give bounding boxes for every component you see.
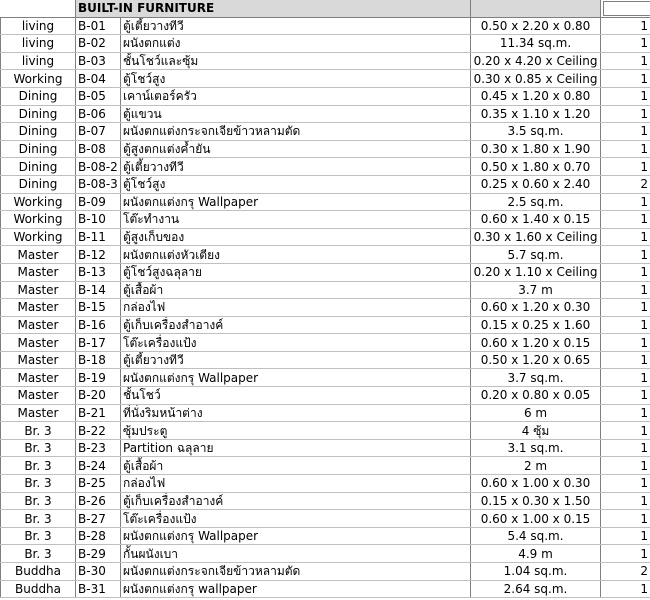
quantity-cell[interactable]: 1 — [601, 211, 650, 229]
table-row — [1, 510, 650, 528]
header-empty-cell[interactable] — [1, 0, 76, 17]
description-cell[interactable]: ผนังตกแต่งกรุ Wallpaper — [121, 527, 471, 545]
code-cell[interactable]: B-04 — [76, 70, 121, 88]
room-cell[interactable]: Working — [1, 228, 76, 246]
table-row — [1, 334, 650, 352]
code-cell[interactable]: B-23 — [76, 439, 121, 457]
room-cell[interactable]: Master — [1, 351, 76, 369]
room-cell[interactable]: Dining — [1, 140, 76, 158]
room-cell[interactable]: Master — [1, 281, 76, 299]
size-cell[interactable]: 2.5 sq.m. — [471, 193, 601, 211]
code-cell[interactable]: B-29 — [76, 545, 121, 563]
description-cell[interactable]: ตู้เตี้ยวางทีวี — [121, 158, 471, 176]
header-qty-box — [603, 1, 650, 16]
room-cell[interactable]: Master — [1, 334, 76, 352]
room-cell[interactable]: Master — [1, 387, 76, 405]
description-cell[interactable]: ชั้นโชว์และซุ้ม — [121, 52, 471, 70]
table-row — [1, 105, 650, 123]
description-cell[interactable]: ตู้เสื้อผ้า — [121, 281, 471, 299]
size-cell[interactable]: 3.1 sq.m. — [471, 439, 601, 457]
room-cell[interactable]: Master — [1, 246, 76, 264]
code-cell[interactable]: B-31 — [76, 580, 121, 598]
code-cell[interactable]: B-20 — [76, 387, 121, 405]
code-cell[interactable]: B-05 — [76, 87, 121, 105]
table-row — [1, 316, 650, 334]
size-cell[interactable]: 0.30 x 1.80 x 1.90 — [471, 140, 601, 158]
code-cell[interactable]: B-12 — [76, 246, 121, 264]
description-cell[interactable]: กล่องไฟ — [121, 475, 471, 493]
room-cell[interactable]: Br. 3 — [1, 510, 76, 528]
room-cell[interactable]: living — [1, 35, 76, 53]
table-row — [1, 228, 650, 246]
size-cell[interactable]: 0.35 x 1.10 x 1.20 — [471, 105, 601, 123]
code-cell[interactable]: B-07 — [76, 123, 121, 141]
description-cell[interactable]: ผนังตกแต่งกรุ Wallpaper — [121, 369, 471, 387]
table-row — [1, 404, 650, 422]
size-cell[interactable]: 5.4 sq.m. — [471, 527, 601, 545]
size-cell[interactable]: 0.20 x 1.10 x Ceiling — [471, 263, 601, 281]
description-cell[interactable]: ชั้นโชว์ — [121, 387, 471, 405]
header-row — [1, 0, 650, 17]
quantity-cell[interactable]: 1 — [601, 52, 650, 70]
description-cell[interactable]: ผนังตกแต่งกระจกเจียข้าวหลามตัด — [121, 123, 471, 141]
code-cell[interactable]: B-21 — [76, 404, 121, 422]
size-cell[interactable]: 0.20 x 0.80 x 0.05 — [471, 387, 601, 405]
room-cell[interactable]: Working — [1, 211, 76, 229]
room-cell[interactable]: Br. 3 — [1, 545, 76, 563]
description-cell[interactable]: ตู้แขวน — [121, 105, 471, 123]
description-cell[interactable]: ตู้เก็บเครื่องสำอางค์ — [121, 316, 471, 334]
description-cell[interactable]: ตู้เก็บเครื่องสำอางค์ — [121, 492, 471, 510]
room-cell[interactable]: Dining — [1, 123, 76, 141]
code-cell[interactable]: B-25 — [76, 475, 121, 493]
description-cell[interactable]: โต๊ะทำงาน — [121, 211, 471, 229]
room-cell[interactable]: living — [1, 17, 76, 35]
table-row — [1, 35, 650, 53]
room-cell[interactable]: Br. 3 — [1, 527, 76, 545]
room-cell[interactable]: Dining — [1, 105, 76, 123]
code-cell[interactable]: B-13 — [76, 263, 121, 281]
description-cell[interactable]: ผนังตกแต่งกรุ Wallpaper — [121, 193, 471, 211]
room-cell[interactable]: Dining — [1, 175, 76, 193]
code-cell[interactable]: B-28 — [76, 527, 121, 545]
description-cell[interactable]: ซุ้มประตู — [121, 422, 471, 440]
code-cell[interactable]: B-18 — [76, 351, 121, 369]
quantity-cell[interactable]: 1 — [601, 492, 650, 510]
size-cell[interactable]: 0.60 x 1.00 x 0.15 — [471, 510, 601, 528]
size-cell[interactable]: 1.04 sq.m. — [471, 563, 601, 581]
description-cell[interactable]: Partition ฉลุลาย — [121, 439, 471, 457]
room-cell[interactable]: Working — [1, 70, 76, 88]
code-cell[interactable]: B-24 — [76, 457, 121, 475]
code-cell[interactable]: B-14 — [76, 281, 121, 299]
quantity-cell[interactable]: 1 — [601, 334, 650, 352]
description-cell[interactable]: โต๊ะเครื่องแป้ง — [121, 334, 471, 352]
quantity-cell[interactable]: 1 — [601, 545, 650, 563]
size-cell[interactable]: 0.50 x 2.20 x 0.80 — [471, 17, 601, 35]
description-cell[interactable]: เคาน์เตอร์ครัว — [121, 87, 471, 105]
table-row — [1, 351, 650, 369]
room-cell[interactable]: Br. 3 — [1, 475, 76, 493]
table-row — [1, 563, 650, 581]
header-size-cell[interactable] — [471, 0, 601, 17]
table-row — [1, 387, 650, 405]
quantity-cell[interactable]: 1 — [601, 140, 650, 158]
size-cell[interactable]: 0.60 x 1.20 x 0.30 — [471, 299, 601, 317]
code-cell[interactable]: B-15 — [76, 299, 121, 317]
quantity-cell[interactable]: 1 — [601, 35, 650, 53]
room-cell[interactable]: Dining — [1, 87, 76, 105]
table-row — [1, 70, 650, 88]
table-row — [1, 123, 650, 141]
description-cell[interactable]: กล่องไฟ — [121, 299, 471, 317]
code-cell[interactable]: B-19 — [76, 369, 121, 387]
room-cell[interactable]: Working — [1, 193, 76, 211]
code-cell[interactable]: B-01 — [76, 17, 121, 35]
table-row — [1, 193, 650, 211]
code-cell[interactable]: B-16 — [76, 316, 121, 334]
description-cell[interactable]: ตู้โชว์สูง — [121, 70, 471, 88]
quantity-cell[interactable]: 1 — [601, 439, 650, 457]
size-cell[interactable]: 3.5 sq.m. — [471, 123, 601, 141]
quantity-cell[interactable]: 1 — [601, 387, 650, 405]
code-cell[interactable]: B-11 — [76, 228, 121, 246]
code-cell[interactable]: B-17 — [76, 334, 121, 352]
room-cell[interactable]: Buddha — [1, 563, 76, 581]
quantity-cell[interactable]: 1 — [601, 316, 650, 334]
table-row — [1, 545, 650, 563]
code-cell[interactable]: B-26 — [76, 492, 121, 510]
quantity-cell[interactable]: 1 — [601, 299, 650, 317]
quantity-cell[interactable]: 1 — [601, 263, 650, 281]
quantity-cell[interactable]: 1 — [601, 351, 650, 369]
quantity-cell[interactable]: 1 — [601, 193, 650, 211]
quantity-cell[interactable]: 1 — [601, 475, 650, 493]
size-cell[interactable]: 0.20 x 4.20 x Ceiling — [471, 52, 601, 70]
code-cell[interactable]: B-30 — [76, 563, 121, 581]
description-cell[interactable]: ผนังตกแต่งหัวเตียง — [121, 246, 471, 264]
table-row — [1, 580, 650, 598]
description-cell[interactable]: ตู้เสื้อผ้า — [121, 457, 471, 475]
size-cell[interactable]: 0.50 x 1.20 x 0.65 — [471, 351, 601, 369]
room-cell[interactable]: Buddha — [1, 580, 76, 598]
size-cell[interactable]: 0.60 x 1.20 x 0.15 — [471, 334, 601, 352]
size-cell[interactable]: 0.45 x 1.20 x 0.80 — [471, 87, 601, 105]
room-cell[interactable]: Master — [1, 404, 76, 422]
room-cell[interactable]: Master — [1, 299, 76, 317]
size-cell[interactable]: 5.7 sq.m. — [471, 246, 601, 264]
quantity-cell[interactable]: 1 — [601, 422, 650, 440]
header-qty-cell[interactable] — [601, 0, 650, 17]
quantity-cell[interactable]: 1 — [601, 105, 650, 123]
description-cell[interactable]: ผนังตกแต่งกระจกเจียข้าวหลามตัด — [121, 563, 471, 581]
description-cell[interactable]: ตู้เตี้ยวางทีวี — [121, 17, 471, 35]
quantity-cell[interactable]: 1 — [601, 404, 650, 422]
quantity-cell[interactable]: 1 — [601, 369, 650, 387]
size-cell[interactable]: 4 ซุ้ม — [471, 422, 601, 440]
description-cell[interactable]: ตู้สูงเก็บของ — [121, 228, 471, 246]
room-cell[interactable]: Master — [1, 316, 76, 334]
table-row — [1, 492, 650, 510]
quantity-cell[interactable]: 1 — [601, 17, 650, 35]
quantity-cell[interactable]: 1 — [601, 87, 650, 105]
size-cell[interactable]: 0.25 x 0.60 x 2.40 — [471, 175, 601, 193]
code-cell[interactable]: B-08-2 — [76, 158, 121, 176]
quantity-cell[interactable]: 2 — [601, 563, 650, 581]
room-cell[interactable]: Master — [1, 263, 76, 281]
room-cell[interactable]: Dining — [1, 158, 76, 176]
description-cell[interactable]: ผนังตกแต่งกรุ wallpaper — [121, 580, 471, 598]
size-cell[interactable]: 0.50 x 1.80 x 0.70 — [471, 158, 601, 176]
code-cell[interactable]: B-10 — [76, 211, 121, 229]
description-cell[interactable]: ตู้โชว์สูงฉลุลาย — [121, 263, 471, 281]
room-cell[interactable]: Master — [1, 369, 76, 387]
table-row — [1, 527, 650, 545]
table-row — [1, 52, 650, 70]
table-row — [1, 246, 650, 264]
table-row — [1, 422, 650, 440]
description-cell[interactable]: ตู้โชว์สูง — [121, 175, 471, 193]
table-row — [1, 158, 650, 176]
table-row — [1, 369, 650, 387]
size-cell[interactable]: 6 m — [471, 404, 601, 422]
quantity-cell[interactable]: 1 — [601, 457, 650, 475]
description-cell[interactable]: ตู้เตี้ยวางทีวี — [121, 351, 471, 369]
quantity-cell[interactable]: 1 — [601, 158, 650, 176]
code-cell[interactable]: B-27 — [76, 510, 121, 528]
code-cell[interactable]: B-08-3 — [76, 175, 121, 193]
table-row — [1, 17, 650, 35]
size-cell[interactable]: 0.30 x 0.85 x Ceiling — [471, 70, 601, 88]
table-row — [1, 175, 650, 193]
table-row — [1, 211, 650, 229]
room-cell[interactable]: living — [1, 52, 76, 70]
code-cell[interactable]: B-06 — [76, 105, 121, 123]
size-cell[interactable]: 4.9 m — [471, 545, 601, 563]
description-cell[interactable]: ผนังตกแต่ง — [121, 35, 471, 53]
quantity-cell[interactable]: 1 — [601, 580, 650, 598]
quantity-cell[interactable]: 1 — [601, 70, 650, 88]
code-cell[interactable]: B-22 — [76, 422, 121, 440]
size-cell[interactable]: 0.15 x 0.25 x 1.60 — [471, 316, 601, 334]
size-cell[interactable]: 2 m — [471, 457, 601, 475]
size-cell[interactable]: 0.60 x 1.00 x 0.30 — [471, 475, 601, 493]
code-cell[interactable]: B-03 — [76, 52, 121, 70]
quantity-cell[interactable]: 1 — [601, 281, 650, 299]
size-cell[interactable]: 3.7 sq.m. — [471, 369, 601, 387]
quantity-cell[interactable]: 2 — [601, 175, 650, 193]
table-row — [1, 87, 650, 105]
size-cell[interactable]: 11.34 sq.m. — [471, 35, 601, 53]
description-cell[interactable]: ตู้สูงตกแต่งค้ำยัน — [121, 140, 471, 158]
size-cell[interactable]: 0.15 x 0.30 x 1.50 — [471, 492, 601, 510]
quantity-cell[interactable]: 1 — [601, 510, 650, 528]
header-title[interactable]: BUILT-IN FURNITURE — [76, 0, 471, 17]
table-row — [1, 475, 650, 493]
description-cell[interactable]: กั้นผนังเบา — [121, 545, 471, 563]
quantity-cell[interactable]: 1 — [601, 527, 650, 545]
table-row — [1, 299, 650, 317]
table-row — [1, 281, 650, 299]
table-row — [1, 439, 650, 457]
table-row — [1, 457, 650, 475]
room-cell[interactable]: Br. 3 — [1, 492, 76, 510]
room-cell[interactable]: Br. 3 — [1, 439, 76, 457]
furniture-table-body — [1, 0, 650, 598]
table-row — [1, 263, 650, 281]
quantity-cell[interactable]: 1 — [601, 228, 650, 246]
description-cell[interactable]: ที่นั่งริมหน้าต่าง — [121, 404, 471, 422]
quantity-cell[interactable]: 1 — [601, 246, 650, 264]
code-cell[interactable]: B-02 — [76, 35, 121, 53]
size-cell[interactable]: 2.64 sq.m. — [471, 580, 601, 598]
description-cell[interactable]: โต๊ะเครื่องแป้ง — [121, 510, 471, 528]
room-cell[interactable]: Br. 3 — [1, 422, 76, 440]
size-cell[interactable]: 3.7 m — [471, 281, 601, 299]
table-row — [1, 140, 650, 158]
code-cell[interactable]: B-09 — [76, 193, 121, 211]
quantity-cell[interactable]: 1 — [601, 123, 650, 141]
code-cell[interactable]: B-08 — [76, 140, 121, 158]
size-cell[interactable]: 0.60 x 1.40 x 0.15 — [471, 211, 601, 229]
room-cell[interactable]: Br. 3 — [1, 457, 76, 475]
size-cell[interactable]: 0.30 x 1.60 x Ceiling — [471, 228, 601, 246]
